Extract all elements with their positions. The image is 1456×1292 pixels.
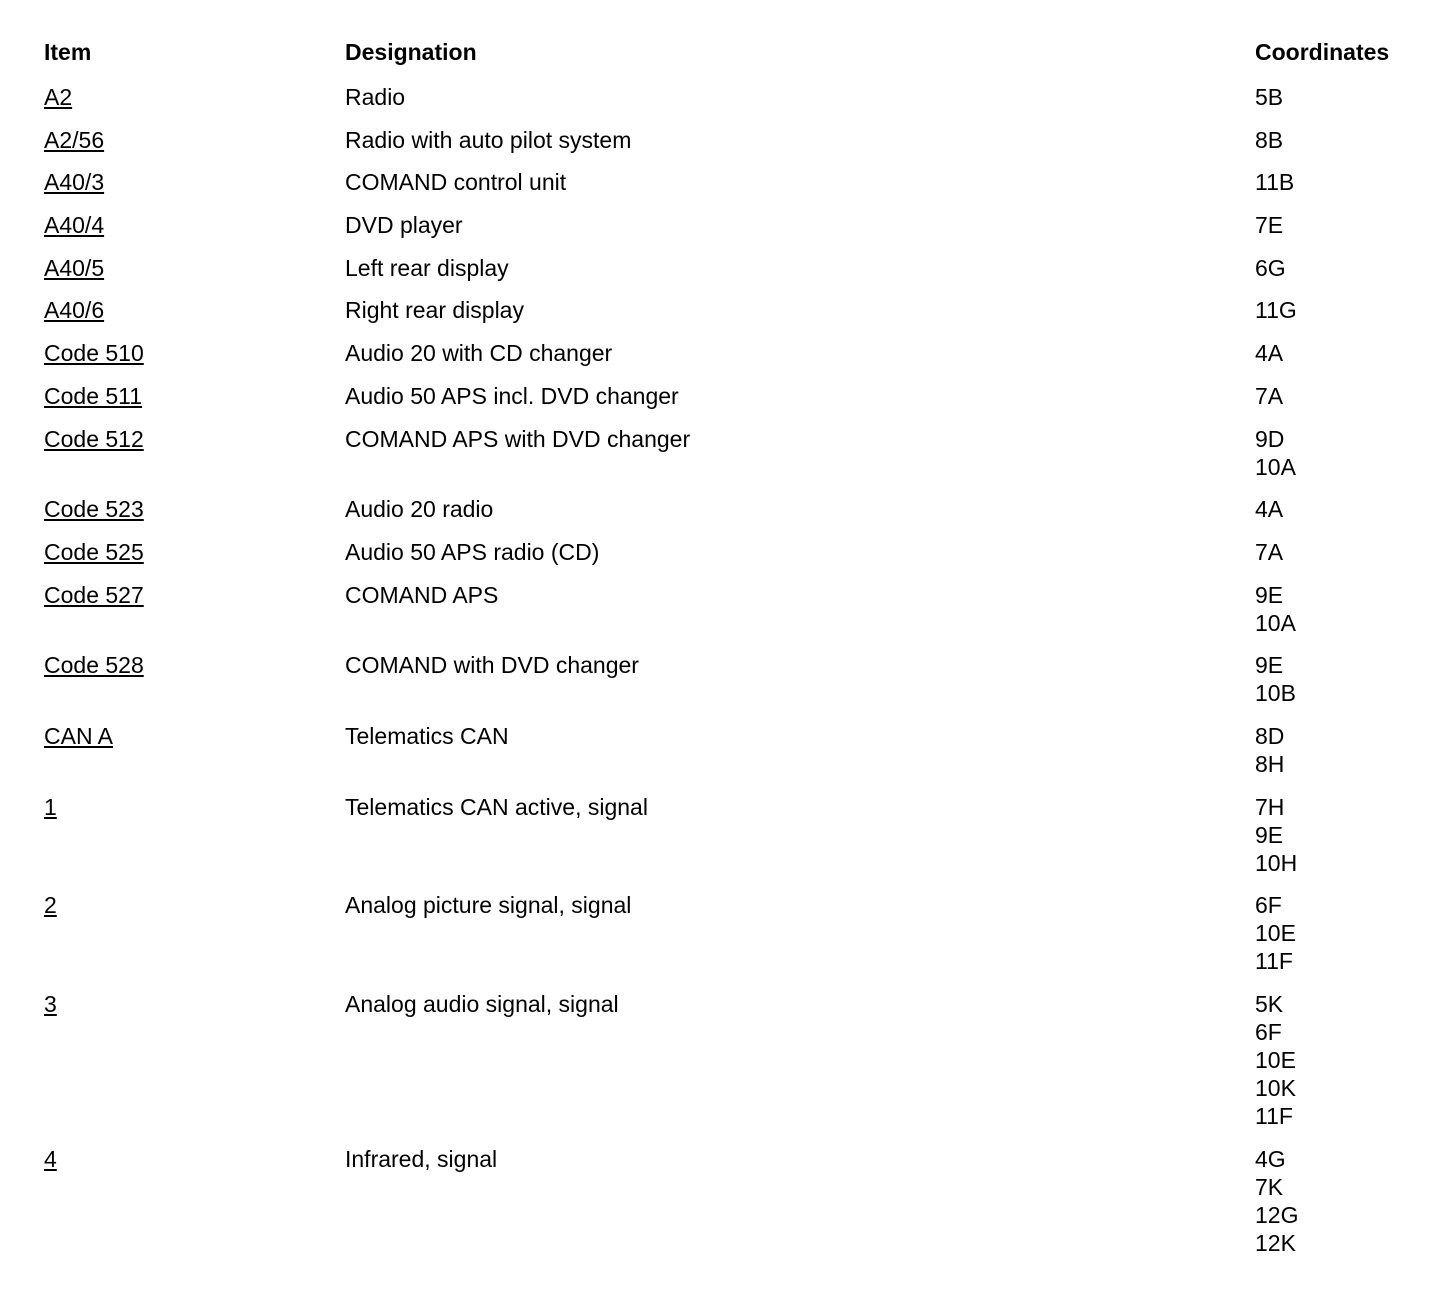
coordinate-value: 5K [1255,991,1284,1017]
table-row [0,296,1456,339]
item-cell [44,990,57,1018]
coordinate-value: 10A [1255,609,1296,636]
table-row [0,211,1456,254]
designation-cell: Analog picture signal, signal [345,892,632,919]
coordinate-value: 8B [1255,126,1284,153]
table-row [0,339,1456,382]
coordinates-cell [1255,581,1296,637]
table-row [0,538,1456,581]
coordinate-value: 10E [1255,920,1296,947]
coordinates-cell [1255,83,1283,111]
designation-cell: Audio 20 with CD changer [345,340,613,367]
coordinate-value: 11G [1255,297,1297,324]
coordinate-list [1255,495,1283,523]
item-cell [44,495,144,523]
coordinates-cell [1255,651,1296,707]
item-cell [44,891,57,919]
coordinates-cell [1255,793,1297,877]
coordinate-value: 4G [1255,1145,1286,1172]
coordinate-value: 10H [1255,849,1298,876]
coordinate-value: 9E [1255,652,1284,679]
table-row [0,722,1456,793]
item-cell [44,339,144,367]
coordinate-list [1255,168,1294,196]
coordinate-list [1255,990,1296,1130]
coordinate-value: 7A [1255,382,1284,409]
coordinate-list [1255,126,1283,154]
coordinate-value: 11F [1255,1103,1293,1129]
item-cell [44,722,113,750]
designation-cell: Radio [345,84,406,110]
table-body [0,83,1456,1271]
table-row [0,168,1456,211]
item-link[interactable]: Code 510 [44,340,144,367]
table-row [0,581,1456,652]
item-cell [44,296,104,324]
item-cell [44,581,144,609]
table-row [0,891,1456,990]
item-link[interactable]: Code 525 [44,538,144,565]
item-cell [44,538,144,566]
coordinates-cell [1255,382,1283,410]
item-link[interactable]: 2 [44,892,57,919]
coordinate-value: 8H [1255,750,1285,777]
coordinates-cell [1255,339,1283,367]
item-link[interactable]: A2/56 [44,126,105,153]
table-row [0,793,1456,892]
coordinate-value: 10B [1255,680,1296,707]
coordinate-list [1255,211,1283,239]
coordinate-value: 6G [1255,254,1286,281]
designation-cell: Infrared, signal [345,1145,498,1172]
designation-cell: DVD player [345,212,463,239]
coordinate-value: 12G [1255,1201,1299,1228]
coordinate-list [1255,722,1284,778]
coordinate-value: 5B [1255,84,1284,110]
designation-cell: Audio 50 APS incl. DVD changer [345,382,679,409]
coordinate-value: 11F [1255,948,1293,975]
coordinate-list [1255,581,1296,637]
item-link[interactable]: 4 [44,1145,57,1172]
item-link[interactable]: A2 [44,84,73,110]
item-cell [44,1145,57,1173]
coordinate-value: 6F [1255,892,1282,919]
header-item: Item [44,39,92,65]
item-link[interactable]: A40/5 [44,254,105,281]
designation-cell: COMAND with DVD changer [345,652,639,679]
table-row [0,83,1456,126]
item-cell [44,382,142,410]
coordinates-cell [1255,425,1296,481]
item-cell [44,126,104,154]
designation-cell: Radio with auto pilot system [345,126,632,153]
coordinate-value: 4A [1255,340,1284,367]
coordinate-value: 10A [1255,453,1296,480]
header-coordinates: Coordinates [1255,39,1390,65]
coordinates-cell [1255,1145,1298,1257]
table-row [0,1145,1456,1272]
item-link[interactable]: Code 511 [44,382,143,409]
coordinate-list [1255,254,1286,282]
coordinates-cell [1255,296,1297,324]
table-row [0,990,1456,1145]
coordinate-value: 10E [1255,1047,1296,1073]
designation-cell: COMAND control unit [345,169,567,196]
item-link[interactable]: A40/6 [44,297,105,324]
coordinates-cell [1255,495,1283,523]
coordinates-cell [1255,891,1296,975]
item-cell [44,793,57,821]
coordinates-cell [1255,211,1283,239]
coordinates-cell [1255,254,1286,282]
item-link[interactable]: Code 523 [44,496,144,523]
designation-cell: Right rear display [345,297,524,324]
coordinate-list [1255,538,1283,566]
designation-cell: COMAND APS with DVD changer [345,425,691,452]
coordinate-list [1255,793,1297,877]
coordinate-list [1255,891,1296,975]
coordinate-list [1255,651,1296,707]
table-row [0,382,1456,425]
item-cell [44,211,104,239]
table-row [0,254,1456,297]
coordinate-value: 7K [1255,1173,1284,1200]
coordinate-list [1255,382,1283,410]
item-cell [44,425,144,453]
designation-cell: COMAND APS [345,581,499,608]
coordinate-value: 4A [1255,496,1284,523]
item-link[interactable]: 1 [44,793,57,820]
designation-cell: Left rear display [345,254,509,281]
designation-cell: Audio 20 radio [345,496,494,523]
coordinate-value: 10K [1255,1075,1296,1101]
item-link[interactable]: Code 527 [44,581,144,608]
table-row [0,651,1456,722]
coordinates-cell [1255,990,1296,1130]
table-header-row [0,38,1456,74]
coordinate-list [1255,1145,1298,1257]
coordinate-value: 11B [1255,169,1295,196]
coordinate-list [1255,339,1283,367]
coordinate-value: 7E [1255,212,1284,239]
item-link[interactable]: A40/3 [44,169,105,196]
item-link[interactable]: Code 528 [44,652,144,679]
item-link[interactable]: CAN A [44,722,114,749]
coordinate-value: 6F [1255,1019,1282,1045]
item-cell [44,83,72,111]
header-designation: Designation [345,39,477,65]
coordinate-value: 12K [1255,1229,1296,1256]
designation-cell: Audio 50 APS radio (CD) [345,538,600,565]
designation-cell: Analog audio signal, signal [345,991,619,1017]
item-link[interactable]: Code 512 [44,425,144,452]
coordinate-value: 9E [1255,821,1284,848]
item-cell [44,254,104,282]
item-cell [44,651,144,679]
coordinates-cell [1255,538,1283,566]
coordinate-list [1255,83,1283,111]
coordinates-cell [1255,722,1284,778]
item-cell [44,168,104,196]
coordinate-value: 9E [1255,581,1284,608]
coordinate-value: 7A [1255,538,1284,565]
table-row [0,425,1456,496]
table-row [0,495,1456,538]
coordinate-value: 7H [1255,793,1285,820]
designation-cell: Telematics CAN active, signal [345,793,648,820]
coordinates-cell [1255,168,1294,196]
item-link[interactable]: 3 [44,991,57,1017]
coordinates-cell [1255,126,1283,154]
table-row [0,126,1456,169]
coordinate-list [1255,425,1296,481]
designation-cell: Telematics CAN [345,722,509,749]
item-link[interactable]: A40/4 [44,212,105,239]
coordinate-value: 8D [1255,722,1285,749]
coordinate-list [1255,296,1297,324]
coordinate-value: 9D [1255,425,1285,452]
